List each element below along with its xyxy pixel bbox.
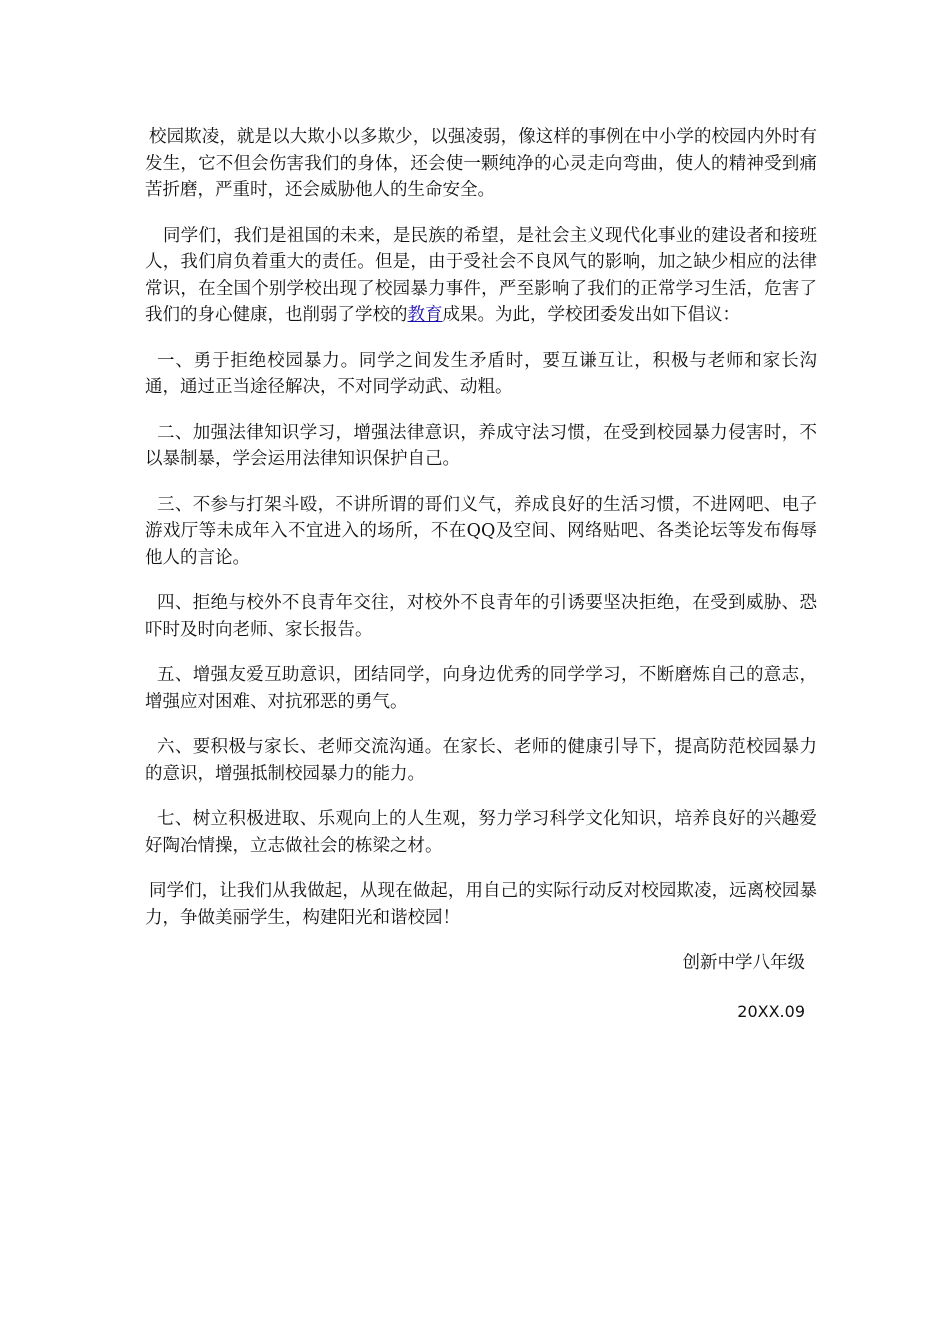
proposal-item-4: 四、拒绝与校外不良青年交往，对校外不良青年的引诱要坚决拒绝，在受到威胁、恐吓时及时向老师、家长报告。	[145, 593, 817, 640]
proposal-item-7: 七、树立积极进取、乐观向上的人生观，努力学习科学文化知识，培养良好的兴趣爱好陶冶情操，立志做社会的栋梁之材。	[145, 809, 817, 856]
intro-paragraph: 校园欺凌，就是以大欺小以多欺少，以强凌弱，像这样的事例在中小学的校园内外时有发生，它不但会伤害我们的身体，还会使一颗纯净的心灵走向弯曲，使人的精神受到痛苦折磨，严重时，还会威胁他人的生命安全。	[145, 127, 817, 200]
proposal-item-2: 二、加强法律知识学习，增强法律意识，养成守法习惯，在受到校园暴力侵害时，不以暴制暴，学会运用法律知识保护自己。	[145, 422, 817, 469]
signature-date: 20XX.09	[737, 1001, 805, 1021]
appeal-paragraph	[145, 223, 817, 329]
proposal-item-3: 三、不参与打架斗殴，不讲所谓的哥们义气，养成良好的生活习惯，不进网吧、电子游戏厅等未成年入不宜进入的场所，不在QQ及空间、网络贴吧、各类论坛等发布侮辱他人的言论。	[145, 494, 817, 568]
document-body	[145, 124, 817, 1025]
signature-organization: 创新中学八年级	[682, 953, 805, 973]
proposal-item-6: 六、要积极与家长、老师交流沟通。在家长、老师的健康引导下，提高防范校园暴力的意识，增强抵制校园暴力的能力。	[145, 737, 817, 784]
appeal-text-after-link: 成果。为此，学校团委发出如下倡议：	[442, 305, 740, 325]
proposal-item-1: 一、勇于拒绝校园暴力。同学之间发生矛盾时，要互谦互让，积极与老师和家长沟通，通过正当途径解决，不对同学动武、动粗。	[145, 350, 817, 397]
proposal-item-5: 五、增强友爱互助意识，团结同学，向身边优秀的同学学习，不断磨炼自己的意志，增强应对困难、对抗邪恶的勇气。	[145, 665, 817, 712]
education-link[interactable]: 教育	[407, 305, 443, 325]
appeal-text-before-link: 同学们，我们是祖国的未来，是民族的希望，是社会主义现代化事业的建设者和接班人，我们肩负着重大的责任。但是，由于受社会不良风气的影响，加之缺少相应的法律常识，在全国个别学校出现了校园暴力事件，严至影响了我们的正常学习生活，危害了我们的身心健康，也削弱了学校的	[145, 225, 817, 325]
closing-paragraph: 同学们，让我们从我做起，从现在做起，用自己的实际行动反对校园欺凌，远离校园暴力，争做美丽学生，构建阳光和谐校园！	[145, 881, 817, 928]
